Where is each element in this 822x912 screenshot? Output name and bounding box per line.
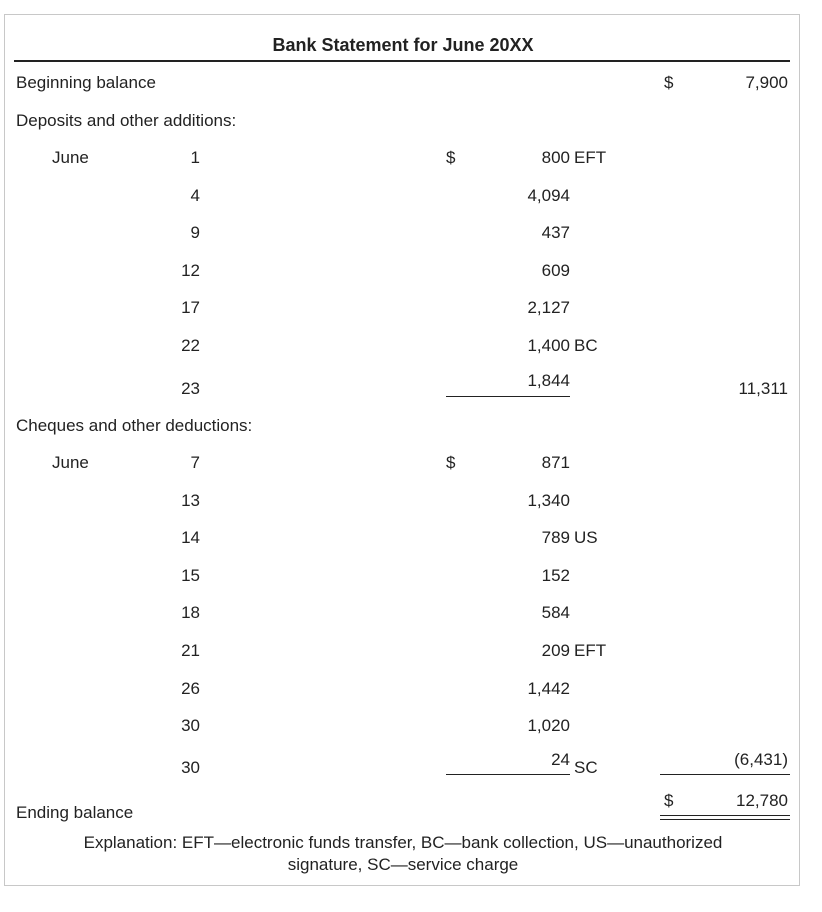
cheques-subtotal-rule (446, 774, 570, 775)
cheques-row-code: US (574, 528, 598, 548)
deposits-row-amount: 609 (541, 260, 570, 280)
deposits-row-amount: 4,094 (527, 185, 570, 205)
explanation (0, 832, 806, 876)
deposits-row-code: EFT (574, 148, 607, 167)
deposits-row-amount: 1,844 (527, 371, 570, 390)
ending-double-rule (660, 815, 790, 820)
cheques-total: (6,431) (734, 750, 788, 769)
cheques-currency: $ (446, 453, 456, 472)
ending-balance-label: Ending balance (16, 803, 134, 822)
explanation-line-2: signature, SC—service charge (287, 855, 519, 874)
cheques-row-day: 14 (181, 528, 200, 548)
cheques-row-amount: 1,340 (527, 490, 570, 510)
cheques-row-day: 30 (181, 716, 200, 736)
deposits-row-day: 9 (190, 223, 200, 243)
cheques-row-amount: 871 (541, 453, 570, 472)
ending-currency: $ (664, 791, 674, 810)
deposits-row-day: 12 (181, 260, 200, 280)
deposits-row-day: 23 (181, 379, 200, 398)
beginning-balance-amount: 7,900 (745, 73, 788, 92)
deposits-row-day: 4 (190, 185, 200, 205)
deposits-row-day: 17 (181, 298, 200, 318)
cheques-row-amount: 789 (541, 528, 570, 548)
deposits-month: June (52, 148, 89, 167)
cheques-row-day: 18 (181, 603, 200, 623)
cheques-row-code: SC (574, 758, 598, 777)
cheques-row-day: 26 (181, 678, 200, 698)
deposits-row-amount: 2,127 (527, 298, 570, 318)
beginning-currency: $ (664, 73, 674, 92)
deposits-row-amount: 800 (541, 148, 570, 167)
cheques-row-amount: 1,442 (527, 678, 570, 698)
cheques-row-code: EFT (574, 641, 607, 660)
cheques-row-day: 13 (181, 490, 200, 510)
cheques-label: Cheques and other deductions: (16, 416, 253, 435)
deposits-subtotal-rule (446, 396, 570, 397)
explanation-line-1: Explanation: EFT—electronic funds transfer, BC—bank collection, US—unauthorized (83, 833, 723, 852)
deposits-row-day: 22 (181, 336, 200, 355)
cheques-row-amount: 584 (541, 603, 570, 623)
cheques-row-day: 21 (181, 641, 200, 660)
deposits-row-code: BC (574, 336, 598, 355)
cheques-row-day: 30 (181, 758, 200, 777)
cheques-row-amount: 24 (551, 750, 570, 769)
deposits-row-amount: 1,400 (527, 336, 570, 355)
cheques-row-day: 7 (190, 453, 200, 472)
deposits-currency: $ (446, 148, 456, 167)
cheques-row-day: 15 (181, 565, 200, 585)
statement-title: Bank Statement for June 20XX (272, 35, 534, 55)
ending-balance-amount: 12,780 (736, 791, 788, 810)
deposits-label: Deposits and other additions: (16, 111, 237, 130)
title-rule (14, 60, 790, 62)
cheques-month: June (52, 453, 89, 472)
deposits-row-day: 1 (190, 148, 200, 167)
net-rule (660, 774, 790, 775)
cheques-row-amount: 209 (541, 641, 570, 660)
cheques-row-amount: 1,020 (527, 716, 570, 736)
cheques-row-amount: 152 (541, 565, 570, 585)
deposits-total: 11,311 (738, 379, 788, 398)
deposits-row-amount: 437 (541, 223, 570, 243)
beginning-balance-label: Beginning balance (16, 73, 156, 92)
